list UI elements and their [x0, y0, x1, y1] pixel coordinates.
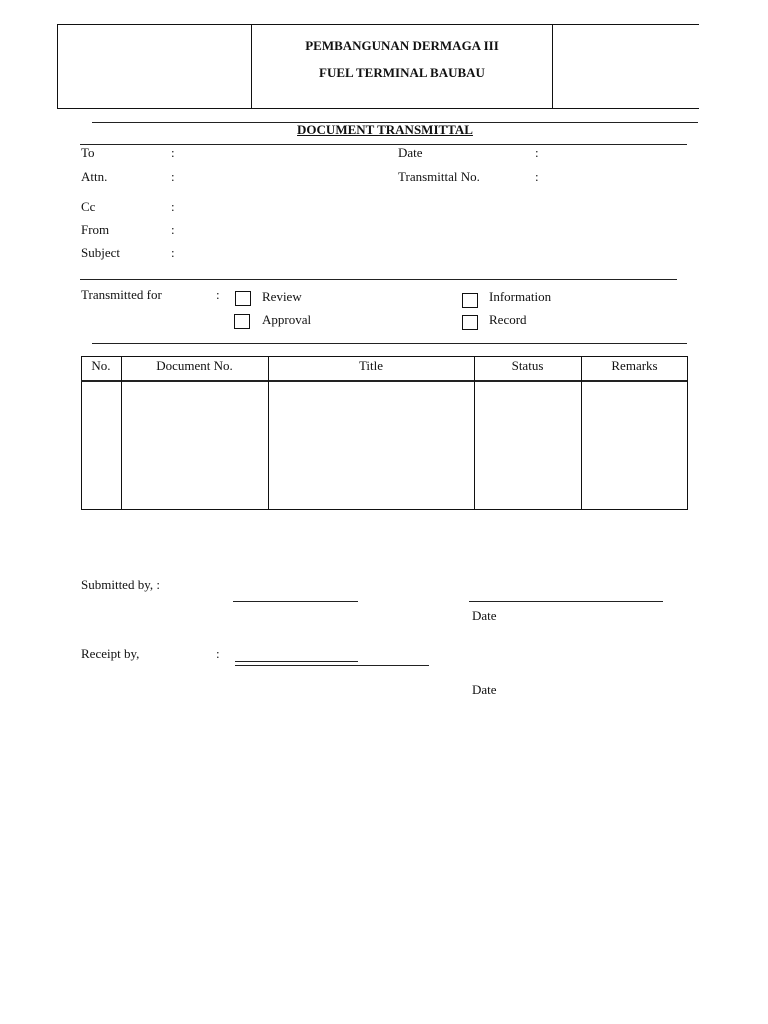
submitted-by-label: Submitted by, :: [81, 577, 160, 592]
column-header-status: Status: [511, 358, 544, 373]
date-colon: :: [535, 145, 539, 160]
header-terminal-name: FUEL TERMINAL BAUBAU: [319, 65, 485, 80]
column-header-document-no: Document No.: [156, 358, 233, 373]
to-colon: :: [171, 145, 175, 160]
table-col-divider-1: [121, 356, 122, 510]
transmitted-for-colon: :: [216, 287, 220, 302]
column-header-title: Title: [358, 358, 384, 373]
receipt-by-colon: :: [216, 646, 220, 661]
subject-label: Subject: [81, 245, 120, 260]
submitted-date-label: Date: [472, 608, 497, 623]
table-col-divider-4: [581, 356, 582, 510]
approval-checkbox[interactable]: [234, 314, 250, 329]
date-label: Date: [398, 145, 423, 160]
table-col-divider-3: [474, 356, 475, 510]
table-header-rule: [81, 380, 687, 382]
receipt-by-signature-line-lower: [235, 665, 429, 666]
from-label: From: [81, 222, 110, 237]
from-colon: :: [171, 222, 175, 237]
transmitted-for-label: Transmitted for: [81, 287, 162, 302]
submitted-date-line: [469, 601, 663, 602]
review-checkbox[interactable]: [235, 291, 251, 306]
receipt-by-signature-line: [235, 661, 358, 662]
attn-colon: :: [171, 169, 175, 184]
subject-colon: :: [171, 245, 175, 260]
transmittal-no-label: Transmittal No.: [398, 169, 480, 184]
information-label: Information: [489, 289, 552, 304]
submitted-by-signature-line: [233, 601, 358, 602]
document-title: DOCUMENT TRANSMITTAL: [297, 122, 473, 137]
column-header-remarks: Remarks: [611, 358, 658, 373]
options-divider: [92, 343, 687, 344]
cc-colon: :: [171, 199, 175, 214]
receipt-date-label: Date: [472, 682, 497, 697]
record-label: Record: [489, 312, 527, 327]
cc-label: Cc: [81, 199, 96, 214]
column-header-no: No.: [91, 358, 111, 373]
receipt-by-label: Receipt by,: [81, 646, 140, 661]
header-divider-right: [552, 24, 553, 108]
information-checkbox[interactable]: [462, 293, 478, 308]
header-project-name: PEMBANGUNAN DERMAGA III: [305, 38, 499, 53]
to-label: To: [81, 145, 95, 160]
approval-label: Approval: [262, 312, 312, 327]
fields-divider: [80, 279, 677, 280]
attn-label: Attn.: [81, 169, 108, 184]
table-col-divider-2: [268, 356, 269, 510]
review-label: Review: [262, 289, 302, 304]
transmittal-no-colon: :: [535, 169, 539, 184]
record-checkbox[interactable]: [462, 315, 478, 330]
